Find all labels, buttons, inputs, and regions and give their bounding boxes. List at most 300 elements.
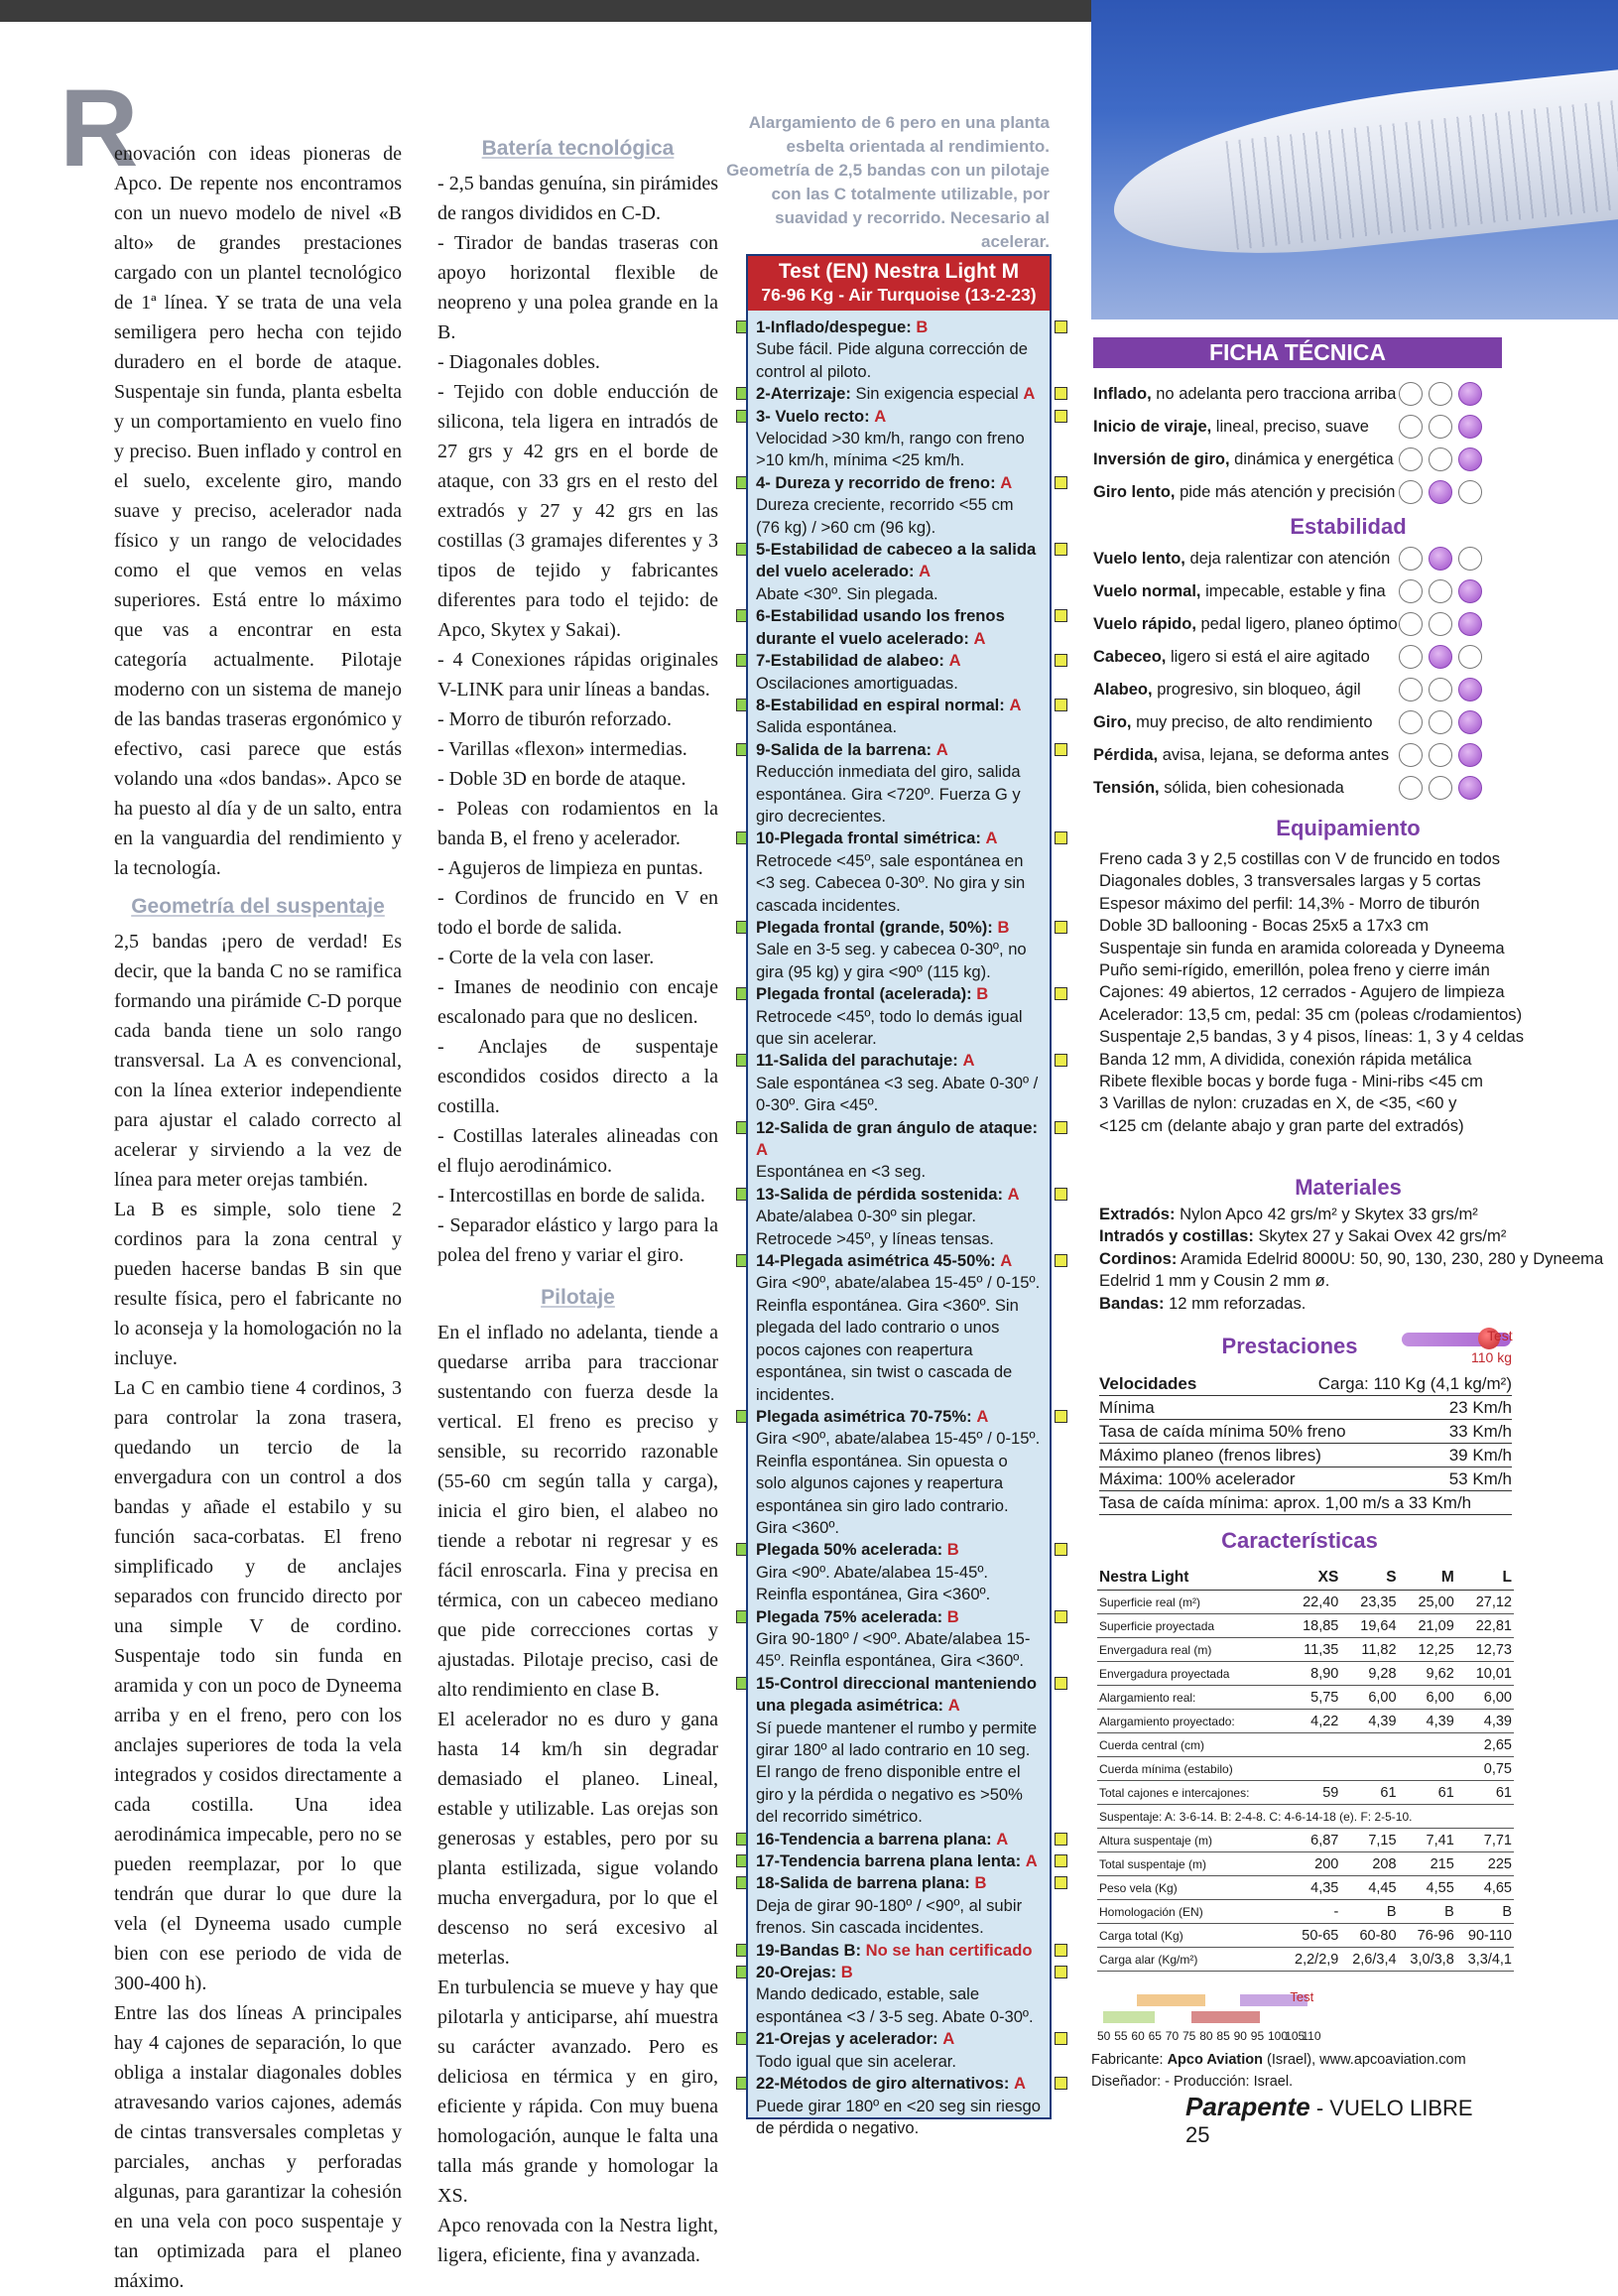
tech-list-item: - Tejido con doble enducción de silicona, tela ligera en intradós de 27 grs y 42 grs en el borde de ataque, con 33 grs en el resto del extradós y 27 y 42 grs en las costillas (3 gramajes diferentes y 3 tipos de tejido y fabricantes diferentes para todo el tejido: de Apco, Skytex y Sakai).: [437, 381, 718, 641]
fabricante: [1091, 2049, 1587, 2093]
scale-tick: 75: [1182, 2029, 1196, 2043]
velocidad-row: [1099, 1491, 1512, 1515]
equip-line: Suspentaje 2,5 bandas, 3 y 4 pisos, líneas: 1, 3 y 4 celdas: [1099, 1027, 1525, 1047]
tech-list-item: - Imanes de neodinio con encaje escalonado para que no deslicen.: [437, 976, 718, 1028]
specs-cell: 2,65: [1456, 1733, 1514, 1757]
specs-cell: Total suspentaje (m): [1097, 1852, 1283, 1876]
rating-row: [1093, 642, 1603, 672]
specs-cell: 61: [1340, 1781, 1398, 1805]
rating-label: Cabeceo,: [1093, 648, 1167, 666]
rating-circle: [1399, 678, 1423, 702]
specs-cell: 60-80: [1340, 1924, 1398, 1948]
specs-cell: Carga total (Kg): [1097, 1924, 1283, 1948]
specs-cell: 25,00: [1399, 1591, 1456, 1614]
prestaciones-title: Prestaciones: [1221, 1334, 1358, 1358]
rating-row: [1093, 576, 1603, 606]
test-item-desc: Gira <90º. Abate/alabea 15-45º. Reinfla espontánea, Gira <360º.: [756, 1562, 991, 1604]
rating-label: Inversión de giro,: [1093, 450, 1230, 468]
specs-cell: Altura suspentaje (m): [1097, 1829, 1283, 1852]
test-item-result: A: [976, 1406, 989, 1426]
footer-rest: - VUELO LIBRE 25: [1185, 2096, 1473, 2147]
specs-row: [1097, 1638, 1514, 1662]
rating-square: [1055, 1876, 1067, 1889]
material-label: Extradós:: [1099, 1205, 1176, 1223]
specs-cell: 225: [1456, 1852, 1514, 1876]
test-item-title: 8-Estabilidad en espiral normal:: [756, 695, 1005, 714]
rating-circles: [1399, 447, 1488, 477]
specs-header-cell: XS: [1283, 1566, 1340, 1591]
estabilidad-title: Estabilidad: [1290, 514, 1407, 539]
photo-caption: Alargamiento de 6 pero en una planta esbelta orientada al rendimiento. Geometría de 2,5 bandas con un pilotaje con las C totalmente utilizable, por suavidad y recorrido. Necesario al acelerar.: [726, 113, 1050, 251]
equip-line: Doble 3D ballooning - Bocas 25x5 a 17x3 cm: [1099, 916, 1430, 936]
rating-circle: [1458, 612, 1482, 636]
test-item: [756, 1606, 1042, 1673]
test-item-result: A: [973, 628, 986, 648]
specs-cell: [1399, 1757, 1456, 1781]
specs-cell: 2,2/2,9: [1283, 1948, 1340, 1972]
test-item: [756, 1872, 1042, 1939]
equip-line: Suspentaje sin funda en aramida coloreada y Dyneema: [1099, 938, 1505, 957]
specs-row: [1097, 1757, 1514, 1781]
specs-cell: 4,45: [1340, 1876, 1398, 1900]
rating-square: [1055, 1677, 1067, 1690]
test-item: [756, 317, 1042, 383]
equip-line: Banda 12 mm, A dividida, conexión rápida metálica: [1099, 1049, 1472, 1069]
test-item-result: A: [985, 829, 998, 848]
scale-tick: 100: [1268, 2029, 1289, 2043]
rating-square: [1055, 1188, 1067, 1201]
specs-cell: 6,87: [1283, 1829, 1340, 1852]
test-box: [746, 254, 1052, 2137]
right-squares: [1055, 254, 1070, 2119]
rating-circle: [1399, 645, 1423, 669]
rating-circle: [1399, 612, 1423, 636]
specs-cell: Suspentaje: A: 3-6-14. B: 2-4-8. C: 4-6-14-18 (e). F: 2-5-10.: [1097, 1805, 1514, 1829]
specs-cell: 2,6/3,4: [1340, 1948, 1398, 1972]
footer-brand: Parapente: [1185, 2092, 1310, 2121]
rating-square: [1055, 2077, 1067, 2090]
specs-cell: Envergadura real (m): [1097, 1638, 1283, 1662]
velocidades-table: [1099, 1372, 1512, 1515]
test-item-result: A: [996, 1829, 1009, 1849]
specs-table: [1097, 1566, 1514, 1972]
rating-circle: [1399, 480, 1423, 504]
rating-circle: [1429, 579, 1452, 603]
velocidad-value: 23 Km/h: [1448, 1398, 1512, 1417]
specs-cell: Superficie proyectada: [1097, 1614, 1283, 1638]
velocidad-value: 53 Km/h: [1448, 1469, 1512, 1488]
rating-circle: [1429, 415, 1452, 439]
test-item-result: A: [935, 739, 948, 759]
specs-row: [1097, 1710, 1514, 1733]
specs-cell: [1340, 1733, 1398, 1757]
specs-cell: [1283, 1733, 1340, 1757]
velocidad-row: [1099, 1444, 1512, 1467]
test-item-desc: Velocidad >30 km/h, rango con freno >10 km/h, mínima <25 km/h.: [756, 429, 1025, 470]
specs-row: [1097, 1805, 1514, 1829]
rating-text: pide más atención y precisión: [1175, 483, 1396, 501]
test-item-desc: Abate <30º. Sin plegada.: [756, 583, 938, 603]
test-item-desc: Retrocede <45º, sale espontánea en <3 seg. Cabecea 0-30º. No gira y sin cascada incidentes.: [756, 850, 1026, 915]
velocidad-row: [1099, 1420, 1512, 1444]
specs-cell: 61: [1399, 1781, 1456, 1805]
test-item-result: A: [948, 651, 961, 671]
test-item-result: A: [942, 2029, 955, 2049]
specs-cell: 3,0/3,8: [1399, 1948, 1456, 1972]
specs-cell: 200: [1283, 1852, 1340, 1876]
test-item-result: B: [997, 917, 1010, 937]
test-item-title: Plegada 50% acelerada:: [756, 1540, 943, 1560]
rating-circle: [1458, 447, 1482, 471]
test-item-title: 22-Métodos de giro alternativos:: [756, 2074, 1010, 2094]
rating-circle: [1429, 447, 1452, 471]
rating-circle: [1458, 415, 1482, 439]
test-item: [756, 983, 1042, 1050]
test-item: [756, 1050, 1042, 1116]
column-2: [437, 139, 718, 2270]
tech-list-item: - 2,5 bandas genuína, sin pirámides de rangos divididos en C-D.: [437, 173, 718, 224]
tech-list-item: - Morro de tiburón reforzado.: [437, 708, 673, 730]
specs-cell: 61: [1456, 1781, 1514, 1805]
load-range-bar: [1137, 1994, 1205, 2006]
rating-text: progresivo, sin bloqueo, ágil: [1152, 681, 1361, 699]
rating-circle: [1458, 710, 1482, 734]
test-item-title: Plegada asimétrica 70-75%:: [756, 1406, 972, 1426]
specs-cell: 19,64: [1340, 1614, 1398, 1638]
specs-cell: 22,40: [1283, 1591, 1340, 1614]
equip-line: Cajones: 49 abiertos, 12 cerrados - Agujero de limpieza: [1099, 982, 1505, 1002]
test-item-desc: Dureza creciente, recorrido <55 cm (76 kg) / >60 cm (96 kg).: [756, 495, 1014, 537]
specs-cell: B: [1399, 1900, 1456, 1924]
load-range-bar: [1103, 2011, 1155, 2023]
rating-circle: [1429, 645, 1452, 669]
specs-header-cell: Nestra Light: [1097, 1566, 1283, 1591]
test-item-desc: Puede girar 180º en <20 seg sin riesgo de pérdida o negativo.: [756, 2096, 1041, 2137]
material-text: Skytex 27 y Sakai Ovex 42 grs/m²: [1253, 1226, 1507, 1246]
rating-label: Alabeo,: [1093, 681, 1153, 699]
rating-circle: [1429, 776, 1452, 800]
rating-row: [1093, 477, 1603, 507]
ficha-tecnica: [1093, 337, 1603, 840]
specs-row: [1097, 1591, 1514, 1614]
test-item-title: 2-Aterrizaje:: [756, 384, 851, 404]
scale-tick: 95: [1250, 2029, 1265, 2043]
rating-circles: [1399, 579, 1488, 609]
test-item-title: 1-Inflado/despegue:: [756, 318, 912, 336]
rating-row: [1093, 412, 1603, 442]
velocidad-value: 33 Km/h: [1448, 1422, 1512, 1441]
rating-label: Inflado,: [1093, 385, 1152, 403]
test-item-desc: Oscilaciones amortiguadas.: [756, 673, 958, 693]
rating-label: Giro lento,: [1093, 483, 1176, 501]
rating-circle: [1429, 547, 1452, 571]
caracteristicas-table: [1097, 1566, 1514, 1972]
test-header: [748, 256, 1050, 311]
ficha-title: FICHA TÉCNICA: [1093, 337, 1502, 368]
test-item-note: Sin exigencia especial: [855, 384, 1019, 404]
rating-square: [1055, 476, 1067, 489]
rating-row: [1093, 773, 1603, 803]
scale-tick: 80: [1199, 2029, 1213, 2043]
rating-square: [1055, 387, 1067, 400]
test-item-desc: Sale espontánea <3 seg. Abate 0-30º / 0-30º. Gira <45º.: [756, 1073, 1039, 1115]
paragraph: La C en cambio tiene 4 cordinos, 3 para controlar la zona trasera, quedando un tercio de la envergadura con un control a dos bandas y añade el estabilo y su función saca-corbatas. El freno simplificado y de anclajes separados con fruncido directo por una simple V de cordino. Suspentaje todo sin funda en aramida y con un poco de Dyneema arriba y en el freno, pero con los anclajes superiores de toda la vela integrados y cosidos directamente a cada costilla. Una idea aerodinámica impecable, pero no se pueden reemplazar, por lo que tendrán que durar lo que dure la vela (el Dyneema usado cumple bien con ese periodo de vida de 300-400 h).: [114, 1377, 402, 1994]
test-item-result: A: [962, 1051, 975, 1071]
specs-cell: Envergadura proyectada: [1097, 1662, 1283, 1686]
specs-cell: 7,71: [1456, 1829, 1514, 1852]
specs-cell: Carga alar (Kg/m²): [1097, 1948, 1283, 1972]
tech-list-item: - Anclajes de suspentaje escondidos cosidos directo a la costilla.: [437, 1036, 718, 1117]
disenador-line: Diseñador: - Producción: Israel.: [1091, 2074, 1294, 2090]
specs-cell: 6,00: [1399, 1686, 1456, 1710]
rating-circles: [1399, 612, 1488, 642]
specs-cell: 50-65: [1283, 1924, 1340, 1948]
test-item: [756, 1250, 1042, 1406]
column-1: [114, 139, 402, 2296]
test-item: [756, 1539, 1042, 1605]
test-item-desc: Retrocede <45º, todo lo demás igual que sin acelerar.: [756, 1006, 1023, 1048]
test-item-title: 5-Estabilidad de cabeceo a la salida del vuelo acelerado:: [756, 540, 1037, 581]
scale-tick: 90: [1233, 2029, 1247, 2043]
rating-square: [1055, 921, 1067, 934]
test-item-title: 6-Estabilidad usando los frenos durante el vuelo acelerado:: [756, 606, 1005, 648]
test-item: [756, 472, 1042, 539]
rating-circles: [1399, 415, 1488, 445]
velocidad-key: Mínima: [1099, 1398, 1155, 1417]
rating-circle: [1458, 547, 1482, 571]
material-text: Nylon Apco 42 grs/m² y Skytex 33 grs/m²: [1175, 1205, 1478, 1223]
specs-cell: 59: [1283, 1781, 1340, 1805]
paragraph: En el inflado no adelanta, tiende a quedarse arriba para traccionar sustentando con fuerza desde la vertical. El freno es preciso y sensible, su recorrido razonable (55-60 cm según talla y carga), inicia el giro bien, el alabeo no tiende a rebotar ni regresar y es fácil enroscarla. Fina y precisa en térmica, con un cabeceo mediano que pide correcciones cortas y ajustadas. Pilotaje preciso, casi de alto rendimiento en clase B.: [437, 1322, 718, 1701]
velocidades-rows: [1099, 1396, 1512, 1515]
tech-list-item: - Separador elástico y largo para la polea del freno y variar el giro.: [437, 1214, 718, 1266]
rating-label: Vuelo rápido,: [1093, 615, 1196, 633]
scale-tick: 55: [1114, 2029, 1128, 2043]
specs-cell: Superficie real (m²): [1097, 1591, 1283, 1614]
test-item-desc: Gira 90-180º / <90º. Abate/alabea 15-45º. Reinfla espontánea, Gira <360º.: [756, 1628, 1031, 1671]
equip-line: Diagonales dobles, 3 transversales largas y 5 cortas: [1099, 871, 1481, 891]
specs-cell: 0,75: [1456, 1757, 1514, 1781]
material-line: [1099, 1248, 1605, 1293]
specs-cell: 10,01: [1456, 1662, 1514, 1686]
test-item-result: A: [1000, 472, 1013, 492]
test-item-desc: Deja de girar 90-180º / <90º, al subir frenos. Sin cascada incidentes.: [756, 1895, 1023, 1938]
test-item: [756, 1940, 1042, 1962]
scale-tick: 60: [1131, 2029, 1145, 2043]
test-item-title: 21-Orejas y acelerador:: [756, 2029, 938, 2049]
test-item-title: 3- Vuelo recto:: [756, 406, 870, 426]
specs-cell: [1340, 1757, 1398, 1781]
specs-cell: 215: [1399, 1852, 1456, 1876]
specs-cell: Homologación (EN): [1097, 1900, 1283, 1924]
top-bar: [0, 0, 1091, 22]
rating-row: [1093, 379, 1603, 409]
test-item-title: 10-Plegada frontal simétrica:: [756, 829, 981, 848]
specs-cell: 4,39: [1340, 1710, 1398, 1733]
test-item: [756, 1829, 1042, 1850]
test-item-title: 9-Salida de la barrena:: [756, 739, 933, 759]
specs-cell: 11,82: [1340, 1638, 1398, 1662]
velocidad-key: Tasa de caída mínima 50% freno: [1099, 1422, 1346, 1441]
rating-square: [1055, 987, 1067, 1000]
scale-tick: 65: [1148, 2029, 1162, 2043]
fabricante-name: Apco Aviation: [1167, 2052, 1263, 2068]
rating-row: [1093, 707, 1603, 737]
specs-cell: B: [1340, 1900, 1398, 1924]
specs-row: [1097, 1924, 1514, 1948]
test-item: [756, 1117, 1042, 1184]
rating-circle: [1399, 382, 1423, 406]
test-item: [756, 917, 1042, 983]
test-item-title: Plegada frontal (acelerada):: [756, 984, 972, 1004]
specs-cell: 4,39: [1399, 1710, 1456, 1733]
specs-row: [1097, 1686, 1514, 1710]
page-footer: [1185, 2092, 1503, 2148]
test-item: [756, 2028, 1042, 2073]
velocidad-key: Tasa de caída mínima: aprox. 1,00 m/s a 33 Km/h: [1099, 1493, 1472, 1512]
rating-row: [1093, 675, 1603, 704]
test-subtitle: 76-96 Kg - Air Turquoise (13-2-23): [761, 285, 1037, 305]
specs-cell: 9,28: [1340, 1662, 1398, 1686]
rating-circles: [1399, 382, 1488, 412]
rating-row: [1093, 544, 1603, 574]
rating-text: no adelanta pero tracciona arriba: [1151, 385, 1397, 403]
test-item-title: 20-Orejas:: [756, 1963, 837, 1982]
rating-square: [1055, 410, 1067, 423]
rating-circle: [1458, 645, 1482, 669]
rating-circle: [1429, 612, 1452, 636]
test-item-result: A: [1000, 1251, 1013, 1271]
equip-line: <125 cm (delante abajo y gran parte del extradós): [1099, 1115, 1464, 1135]
rating-square: [1055, 831, 1067, 844]
specs-header-row: [1097, 1566, 1514, 1591]
specs-cell: 4,65: [1456, 1876, 1514, 1900]
material-label: Bandas:: [1099, 1293, 1165, 1313]
rating-circles: [1399, 678, 1488, 707]
caracteristicas-title: Características: [1221, 1528, 1378, 1553]
test-item-result: A: [1023, 384, 1036, 404]
specs-cell: Cuerda central (cm): [1097, 1733, 1283, 1757]
test-item-title: 11-Salida del parachutaje:: [756, 1051, 958, 1071]
rating-label: Tensión,: [1093, 779, 1160, 797]
rating-circles: [1399, 743, 1488, 773]
equip-line: Freno cada 3 y 2,5 costillas con V de fruncido en todos: [1099, 849, 1501, 868]
intro-paragraph: enovación con ideas pioneras de Apco. De repente nos encontramos con un nuevo modelo de nivel «B alto» de grandes prestaciones cargado con un plantel tecnológico de 1ª línea. Y se trata de una vela semiligera pero hecha con tejido duradero en el borde de ataque. Suspentaje sin funda, planta esbelta y un comportamiento en vuelo fino y preciso. Buen inflado y control en el suelo, excelente giro, mando suave y preciso, acelerador nada físico y un rango de velocidades como el que vemos en velas superiores. Está entre lo máximo que vas a encontrar en esta categoría actualmente. Pilotaje moderno con un sistema de manejo de las bandas traseras ergonómico y efectivo, casi parece que estás volando una «dos bandas». Apco se ha puesto al día y de un salto, entra en la vanguardia del rendimiento y la tecnología.: [114, 143, 402, 879]
test-item-title: 12-Salida de gran ángulo de ataque:: [756, 1117, 1038, 1137]
rating-circles: [1399, 645, 1488, 675]
test-title: Test (EN) Nestra Light M: [778, 260, 1020, 283]
rating-square: [1055, 1944, 1067, 1957]
tech-list: [437, 169, 718, 1270]
scale-test-label: Test: [1290, 1989, 1314, 2004]
specs-cell: 6,00: [1456, 1686, 1514, 1710]
equipamiento-list: [1099, 848, 1595, 1137]
test-item-result: A: [947, 1696, 960, 1716]
specs-row: [1097, 1900, 1514, 1924]
rating-text: avisa, lejana, se deforma antes: [1158, 746, 1390, 764]
specs-header-cell: M: [1399, 1566, 1456, 1591]
specs-cell: Total cajones e intercajones:: [1097, 1781, 1283, 1805]
specs-cell: [1399, 1733, 1456, 1757]
test-item-title: 16-Tendencia a barrena plana:: [756, 1829, 992, 1849]
materiales-title: Materiales: [1295, 1175, 1402, 1200]
rating-label: Vuelo lento,: [1093, 550, 1185, 568]
test-item-result: A: [1007, 1184, 1020, 1204]
specs-cell: 6,00: [1340, 1686, 1398, 1710]
tech-list-item: - Varillas «flexon» intermedias.: [437, 738, 687, 760]
material-line: [1099, 1204, 1605, 1225]
fabricante-label: Fabricante:: [1091, 2052, 1164, 2068]
test-item-result: B: [946, 1606, 959, 1626]
test-item-desc: Gira <90º, abate/alabea 15-45º / 0-15º. Reinfla espontánea. Sin opuesta o solo algunos cajones y reapertura espontánea sin giro lado contrario. Gira <360º.: [756, 1429, 1041, 1537]
rating-circle: [1429, 710, 1452, 734]
test-item-result: B: [840, 1963, 853, 1982]
rating-text: muy preciso, de alto rendimiento: [1131, 713, 1373, 731]
rating-label: Vuelo normal,: [1093, 582, 1201, 600]
tech-list-item: - Agujeros de limpieza en puntas.: [437, 857, 703, 879]
rating-square: [1055, 743, 1067, 756]
test-item: [756, 383, 1042, 405]
test-item-desc: Gira <90º, abate/alabea 15-45º / 0-15º. Reinfla espontánea. Gira <360º. Sin plegada del lado contrario o unos pocos cajones con reapertura espontánea, sin twist o cascada de incidentes.: [756, 1273, 1041, 1404]
tech-list-item: - Corte de la vela con laser.: [437, 947, 655, 968]
test-item: [756, 1406, 1042, 1539]
rating-circle: [1399, 710, 1423, 734]
rating-circle: [1458, 382, 1482, 406]
rating-row: [1093, 740, 1603, 770]
test-item-result: B: [946, 1540, 959, 1560]
test-item: [756, 1850, 1042, 1872]
specs-cell: 9,62: [1399, 1662, 1456, 1686]
test-item-title: 4- Dureza y recorrido de freno:: [756, 472, 996, 492]
rating-text: impecable, estable y fina: [1200, 582, 1386, 600]
material-line: [1099, 1225, 1605, 1247]
test-item-title: 7-Estabilidad de alabeo:: [756, 651, 944, 671]
test-item-desc: Abate/alabea 0-30º sin plegar. Retrocede >45º, y líneas tensas.: [756, 1207, 994, 1248]
drop-cap: R: [60, 67, 139, 190]
equip-line: Acelerador: 13,5 cm, pedal: 35 cm (poleas c/rodamientos): [1099, 1004, 1523, 1024]
scale-tick: 85: [1216, 2029, 1230, 2043]
rating-square: [1055, 1833, 1067, 1846]
rating-circle: [1458, 678, 1482, 702]
rating-circle: [1399, 579, 1423, 603]
equip-line: Ribete flexible bocas y borde fuga - Mini-ribs <45 cm: [1099, 1072, 1483, 1091]
scale-tick: 110: [1302, 2029, 1321, 2043]
specs-cell: 12,25: [1399, 1638, 1456, 1662]
rating-square: [1055, 609, 1067, 622]
fabricante-line: [1091, 2049, 1587, 2071]
specs-cell: 4,35: [1283, 1876, 1340, 1900]
specs-cell: 22,81: [1456, 1614, 1514, 1638]
paraglider-photo: [1091, 0, 1618, 319]
test-item-result: B: [976, 984, 989, 1004]
rating-circle: [1458, 743, 1482, 767]
heading-geometria: Geometría del suspentaje: [131, 895, 385, 918]
test-item-result: A: [874, 406, 887, 426]
rating-circle: [1458, 480, 1482, 504]
rating-label: Giro,: [1093, 713, 1132, 731]
paragraph: Entre las dos líneas A principales hay 4 cajones de separación, lo que obliga a instalar diagonales dobles atravesando varios cajones, además de cintas transversales completas y parciales, anchas y perforadas algunas, para garantizar la cohesión en una vela con poco suspentaje y tan optimizada para el planeo máximo.: [114, 2002, 402, 2292]
rating-square: [1055, 1054, 1067, 1067]
test-item-title: 15-Control direccional manteniendo una plegada asimétrica:: [756, 1673, 1038, 1716]
specs-row: [1097, 1876, 1514, 1900]
rating-text: sólida, bien cohesionada: [1159, 779, 1344, 797]
specs-row: [1097, 1829, 1514, 1852]
rating-square: [1055, 1254, 1067, 1267]
tech-list-item: - Poleas con rodamientos en la banda B, el freno y acelerador.: [437, 798, 718, 849]
rating-circles: [1399, 480, 1488, 510]
velocidad-row: [1099, 1467, 1512, 1491]
specs-cell: 4,22: [1283, 1710, 1340, 1733]
